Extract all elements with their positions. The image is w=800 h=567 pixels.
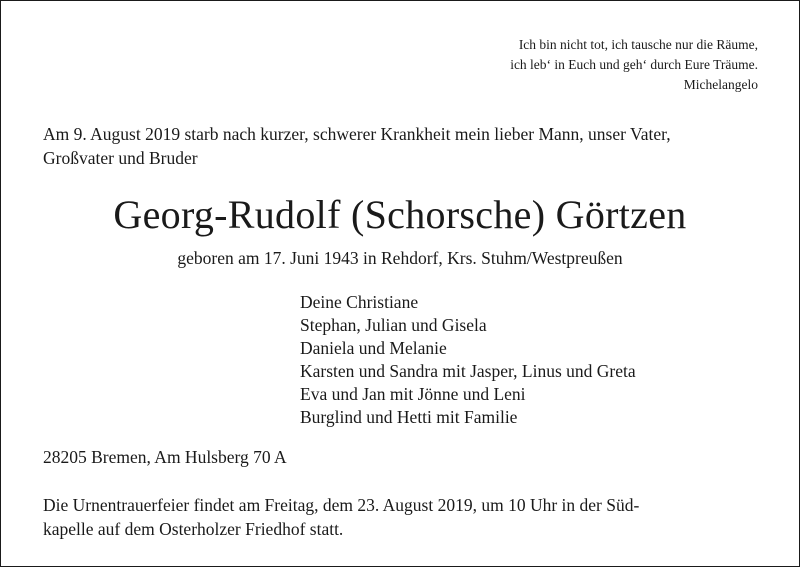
mourner-entry: Karsten und Sandra mit Jasper, Linus und Greta xyxy=(300,361,636,381)
mourner-entry: Deine Christiane xyxy=(300,292,419,312)
mourner-address: 28205 Bremen, Am Hulsberg 70 A xyxy=(43,447,287,467)
deceased-name: Georg-Rudolf (Schorsche) Görtzen xyxy=(113,192,687,237)
birth-details: geboren am 17. Juni 1943 in Rehdorf, Krs. Stuhm/Westpreußen xyxy=(177,248,623,268)
announcement-line: Großvater und Bruder xyxy=(43,148,198,168)
death-announcement xyxy=(43,122,763,170)
announcement-line: Am 9. August 2019 starb nach kurzer, schwerer Krankheit mein lieber Mann, unser Vater, xyxy=(43,124,671,144)
quote-author: Michelangelo xyxy=(683,77,758,92)
quote-line: ich leb‘ in Euch und geh‘ durch Eure Träume. xyxy=(510,57,758,72)
mourner-entry: Burglind und Hetti mit Familie xyxy=(300,407,518,427)
mourner-entry: Eva und Jan mit Jönne und Leni xyxy=(300,384,526,404)
funeral-line: kapelle auf dem Osterholzer Friedhof statt. xyxy=(43,519,344,539)
quote-line: Ich bin nicht tot, ich tausche nur die Räume, xyxy=(518,37,758,52)
mourner-entry: Daniela und Melanie xyxy=(300,338,447,358)
funeral-line: Die Urnentrauerfeier findet am Freitag, dem 23. August 2019, um 10 Uhr in der Süd- xyxy=(43,495,640,515)
funeral-info xyxy=(43,493,763,541)
mourners-list xyxy=(300,291,636,429)
epigraph-quote xyxy=(418,35,758,95)
mourner-entry: Stephan, Julian und Gisela xyxy=(300,315,487,335)
